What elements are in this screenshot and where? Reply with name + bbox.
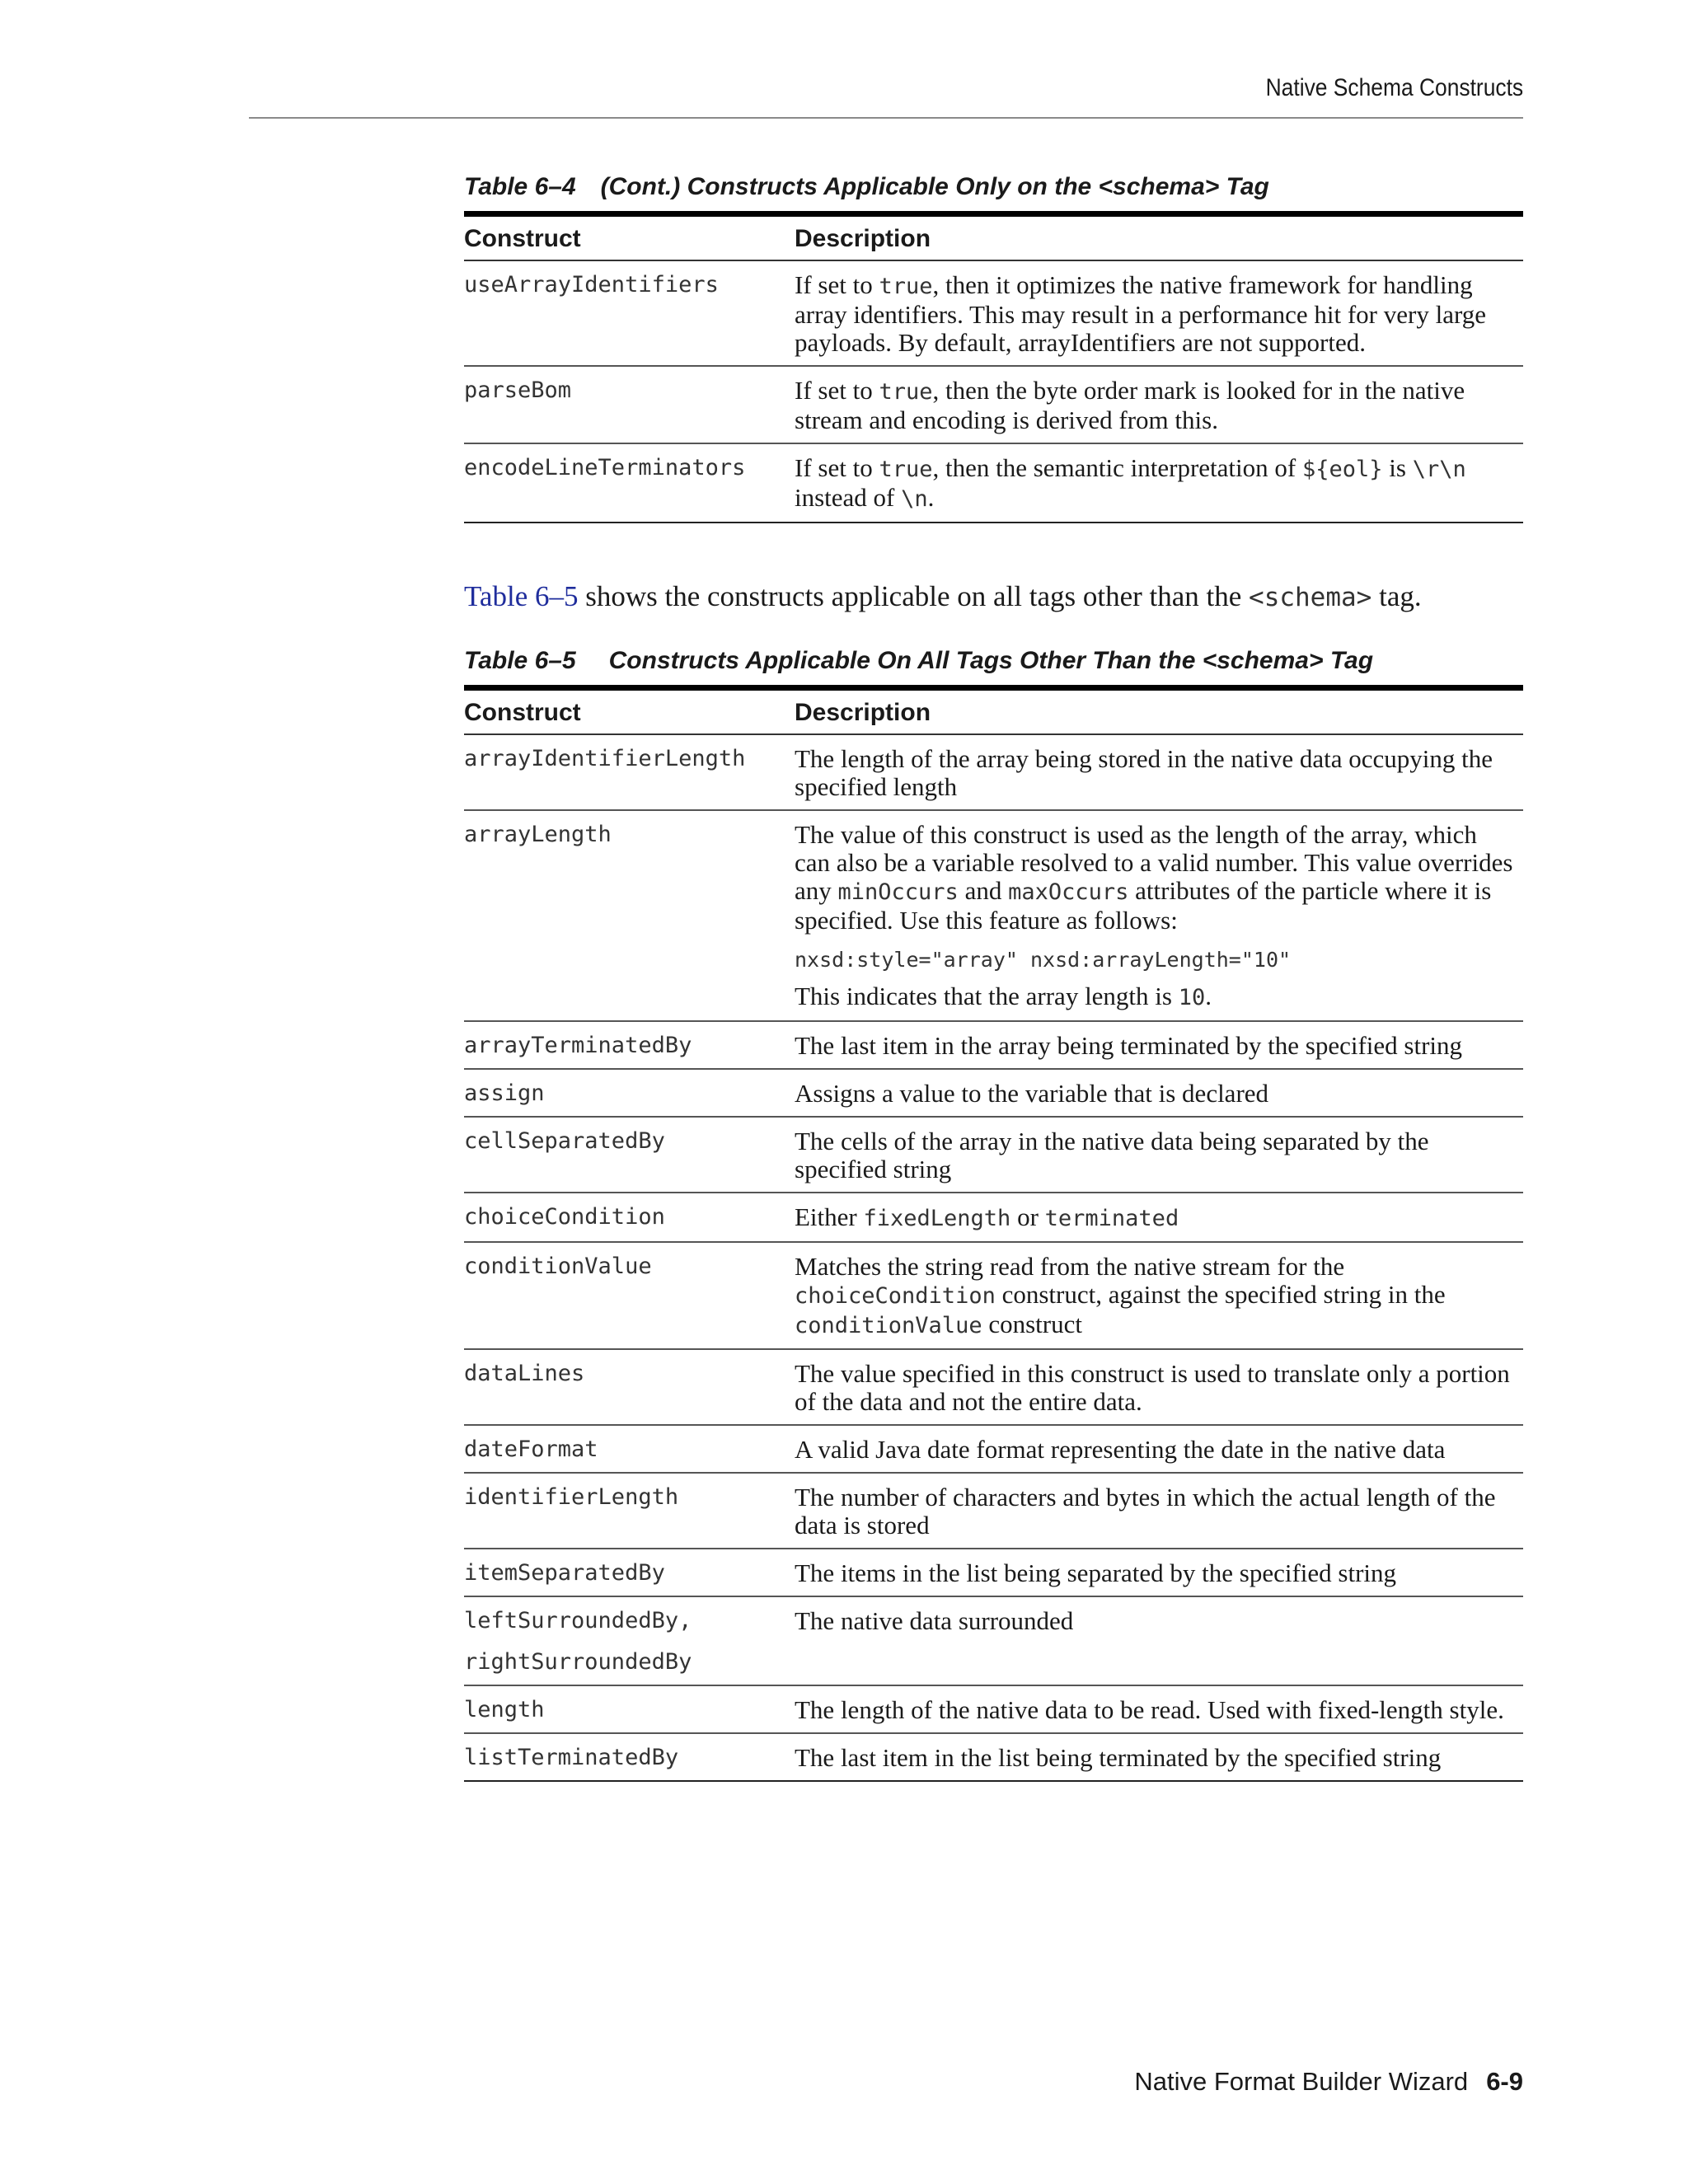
description-text: The value of this construct is used as the length of the array, which can also be a variable resolved to a valid number. This value overrides any [795,820,1513,905]
description-text: , then it optimizes the native framework for handling array identifiers. This may result in a performance hit for very large payloads. By default, arrayIdentifiers are not supported. [795,270,1486,357]
construct-cell: assign [464,1069,795,1117]
description-cell [795,1242,1523,1349]
table-6-5-link[interactable]: Table 6–5 [464,580,579,612]
table-row [464,1473,1523,1549]
code-literal: minOccurs [837,879,959,905]
construct-cell: identifierLength [464,1473,795,1549]
description-cell: The last item in the list being terminated by the specified string [795,1733,1523,1781]
construct-cell: choiceCondition [464,1193,795,1242]
table-row [464,1425,1523,1473]
table-row [464,810,1523,1021]
table-6-5-caption [464,647,1523,675]
table-row [464,1596,1523,1685]
table-header-row [464,688,1523,735]
description-text: This indicates that the array length is [795,982,1179,1010]
description-cell: The last item in the array being terminated by the specified string [795,1021,1523,1069]
table-row [464,1733,1523,1781]
description-text: If set to [795,376,879,405]
construct-name: leftSurroundedBy, [464,1608,692,1633]
description-cell: The value specified in this construct is used to translate only a portion of the data and not the entire data. [795,1349,1523,1425]
description-text: If set to [795,453,879,482]
construct-cell: arrayIdentifierLength [464,734,795,810]
description-text: , then the semantic interpretation of [932,453,1302,482]
paragraph-text: shows the constructs applicable on all tags other than the [578,580,1250,612]
code-literal: \r\n [1412,457,1466,482]
table-row [464,366,1523,443]
construct-cell: conditionValue [464,1242,795,1349]
description-text: instead of [795,483,902,512]
code-literal: \n [901,486,928,512]
code-literal: ${eol} [1301,457,1383,482]
description-text: is [1382,453,1413,482]
table-row [464,1242,1523,1349]
table-6-5 [464,685,1523,1782]
description-cell [795,366,1523,443]
description-text: . [927,483,935,512]
construct-cell: itemSeparatedBy [464,1549,795,1596]
table-caption-number: Table 6–5 [464,647,576,674]
description-text: and [958,876,1009,905]
description-text: Matches the string read from the native stream for the [795,1252,1345,1281]
paragraph-text: tag. [1372,580,1422,612]
description-cell: The native data surrounded [795,1596,1523,1685]
running-header [249,73,1523,119]
table-caption-number: Table 6–4 [464,173,576,200]
description-cell [795,1193,1523,1242]
construct-cell: dateFormat [464,1425,795,1473]
table-row [464,1117,1523,1193]
page-number: 6-9 [1486,2067,1523,2096]
column-header-description: Description [795,214,1523,261]
section-title: Native Schema Constructs [1265,74,1523,101]
table-row [464,1685,1523,1733]
description-text: , then the byte order mark is looked for in the native stream and encoding is derived from this. [795,376,1465,434]
code-literal: maxOccurs [1008,879,1129,905]
construct-cell: parseBom [464,366,795,443]
description-text: Either [795,1202,864,1231]
table-header-row [464,214,1523,261]
table-row [464,1021,1523,1069]
table-6-4 [464,211,1523,523]
description-cell: The number of characters and bytes in which the actual length of the data is stored [795,1473,1523,1549]
description-text: . [1205,982,1212,1010]
table-row [464,1549,1523,1596]
construct-cell [464,1596,795,1685]
construct-cell: encodeLineTerminators [464,443,795,523]
description-text: or [1010,1202,1045,1231]
description-cell: The length of the native data to be read. Used with fixed-length style. [795,1685,1523,1733]
table-caption-text: Constructs Applicable On All Tags Other Than the <schema> Tag [608,647,1374,674]
table-row [464,1193,1523,1242]
description-cell [795,810,1523,1021]
code-literal: choiceCondition [795,1283,996,1309]
description-cell: The items in the list being separated by the specified string [795,1549,1523,1596]
running-footer [1134,2067,1523,2097]
table-6-4-caption [464,173,1523,201]
description-text: attributes of the particle where it is specified. Use this feature as follows: [795,876,1492,935]
column-header-construct: Construct [464,214,795,261]
description-text: If set to [795,270,879,299]
book-title: Native Format Builder Wizard [1134,2067,1469,2096]
construct-cell: listTerminatedBy [464,1733,795,1781]
code-literal: true [879,457,933,482]
body-paragraph [464,580,1523,613]
code-literal: true [879,379,933,405]
description-cell [795,443,1523,523]
construct-name: rightSurroundedBy [464,1649,692,1675]
construct-cell: arrayLength [464,810,795,1021]
construct-cell: cellSeparatedBy [464,1117,795,1193]
table-row [464,443,1523,523]
description-text: construct, against the specified string in the [995,1280,1446,1309]
construct-cell: arrayTerminatedBy [464,1021,795,1069]
construct-cell: useArrayIdentifiers [464,260,795,366]
description-text: construct [982,1310,1082,1338]
description-note [795,982,1517,1012]
table-row [464,1349,1523,1425]
table-row [464,260,1523,366]
table-caption-text: (Cont.) Constructs Applicable Only on the <schema> Tag [600,173,1269,200]
code-example: nxsd:style="array" nxsd:arrayLength="10" [795,948,1292,972]
description-cell: A valid Java date format representing the date in the native data [795,1425,1523,1473]
code-literal: conditionValue [795,1313,982,1338]
description-cell [795,260,1523,366]
description-cell: The length of the array being stored in the native data occupying the specified length [795,734,1523,810]
table-row [464,1069,1523,1117]
table-row [464,734,1523,810]
construct-cell: dataLines [464,1349,795,1425]
code-literal: <schema> [1249,583,1372,612]
description-cell: Assigns a value to the variable that is declared [795,1069,1523,1117]
column-header-description: Description [795,688,1523,735]
construct-cell: length [464,1685,795,1733]
code-literal: terminated [1044,1206,1179,1231]
column-header-construct: Construct [464,688,795,735]
description-cell: The cells of the array in the native data being separated by the specified string [795,1117,1523,1193]
code-literal: true [879,274,933,299]
code-literal: 10 [1178,985,1206,1010]
code-literal: fixedLength [863,1206,1011,1231]
